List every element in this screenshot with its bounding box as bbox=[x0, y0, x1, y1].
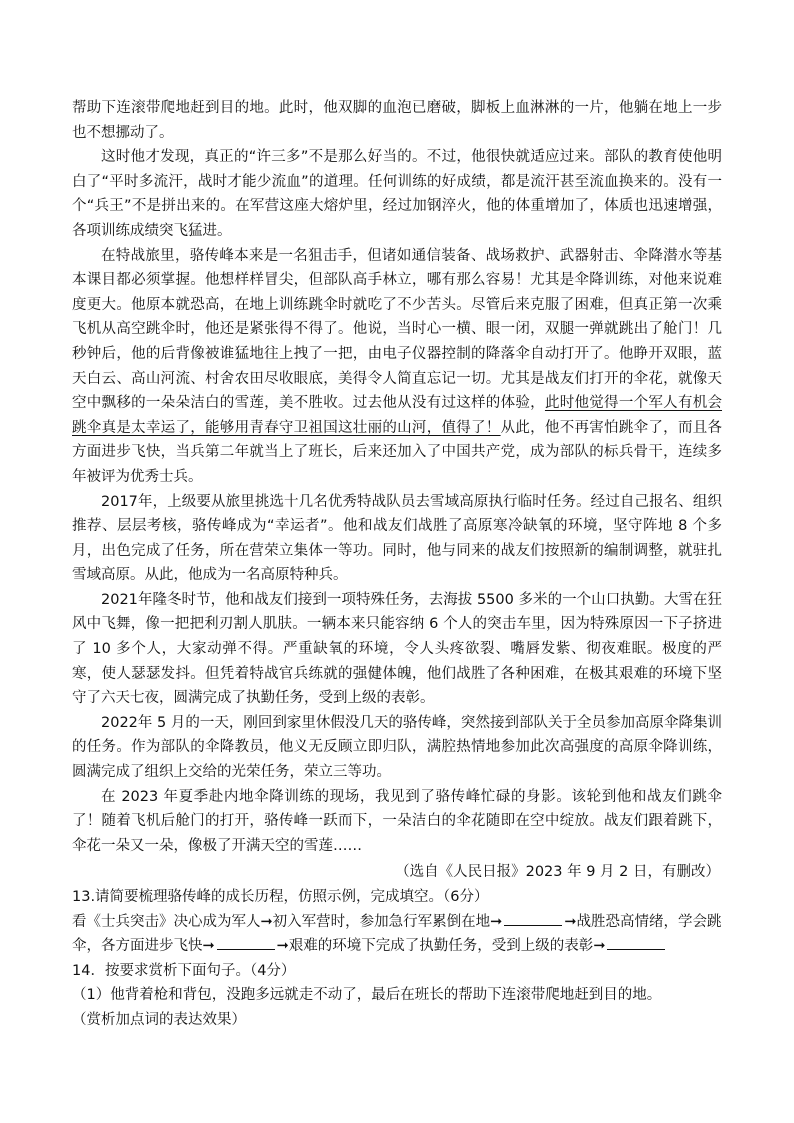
passage-paragraph-5: 2022年 5 月的一天，刚回到家里休假没几天的骆传峰，突然接到部队关于全员参加高原伞降集训的任务。作为部队的伞降教员，他义无反顾立即归队，满腔热情地参加此次高强度的高原伞降训练，圆满完成了组织上交给的光荣任务，荣立三等功。 bbox=[72, 714, 722, 781]
question-14-item-1-note: （赏析加点词的表达效果） bbox=[72, 1011, 246, 1028]
passage-paragraph-0: 帮助下连滚带爬地赶到目的地。此时，他双脚的血泡已磨破，脚板上血淋淋的一片，他躺在地上一步也不想挪动了。 bbox=[72, 100, 722, 141]
passage-paragraph-1: 这时他才发现，真正的“许三多”不是那么好当的。不过，他很快就适应过来。部队的教育使他明白了“平时多流汗，战时才能少流血”的道理。任何训练的好成绩，都是流汗甚至流血换来的。没有一个“兵王”不是拼出来的。在军营这座大熔炉里，经过加钢淬火，他的体重增加了，体质也迅速增强，各项训练成绩突飞猛进。 bbox=[72, 149, 722, 239]
passage-paragraph-6: 在 2023 年夏季赴内地伞降训练的现场，我见到了骆传峰忙碌的身影。该轮到他和战友们跳伞了！随着飞机后舱门的打开，骆传峰一跃而下，一朵洁白的伞花随即在空中绽放。战友们跟着跳下，伞花一朵又一朵，像极了开满天空的雪莲…… bbox=[72, 788, 722, 854]
underlined-sentence: 此时他觉得一个军人有机会跳伞真是太幸运了，能够用青春守卫祖国这壮丽的山河，值得了！ bbox=[72, 395, 723, 436]
arrow-icon: ➞ bbox=[593, 938, 606, 955]
passage-source: （选自《人民日报》2023 年 9 月 2 日，有删改） bbox=[395, 864, 720, 881]
flow-step-2: 初入军营时，参加急行军累倒在地 bbox=[272, 913, 491, 930]
passage-paragraph-3: 2017年，上级要从旅里挑选十几名优秀特战队员去雪域高原执行临时任务。经过自己报名、组织推荐、层层考核，骆传峰成为“幸运者”。他和战友们战胜了高原寒冷缺氧的环境，坚守阵地 8 个多月，出色完成了任务，所在营荣立集体一等功。同时，他与同来的战友们按照新的编制调整，就驻扎雪域高原。从此，他成为一名高原特种兵。 bbox=[72, 493, 722, 584]
arrow-icon: ➞ bbox=[564, 913, 577, 930]
arrow-icon: ➞ bbox=[276, 938, 289, 955]
flow-step-4: 艰难的环境下完成了执勤任务，受到上级的表彰 bbox=[288, 938, 594, 955]
arrow-icon: ➞ bbox=[490, 913, 503, 930]
flow-step-1: 看《士兵突击》决心成为军人 bbox=[72, 913, 261, 930]
answer-blank-2[interactable] bbox=[217, 935, 275, 950]
answer-blank-1[interactable] bbox=[504, 911, 562, 926]
answer-blank-3[interactable] bbox=[607, 935, 665, 950]
question-13-title: 13.请简要梳理骆传峰的成长历程，仿照示例，完成填空。（6分） bbox=[72, 889, 489, 905]
passage-paragraph-2-end: 从此，他不再害怕跳伞了，而且各方面进步飞快，当兵第二年就当上了班长，后来还加入了中国共产党，成为部队的标兵骨干，连续多年被评为优秀士兵。 bbox=[72, 419, 722, 485]
passage-paragraph-2 bbox=[72, 244, 722, 490]
flow-step-3: 战胜恐高情绪，学会跳伞，各方面进步飞快 bbox=[72, 913, 722, 955]
question-14-title: 14．按要求赏析下面句子。（4分） bbox=[72, 962, 296, 979]
question-14-item-1: （1）他背着枪和背包，没跑多远就走不动了，最后在班长的帮助下连滚带爬地赶到目的地。 bbox=[72, 987, 662, 1004]
document-page bbox=[72, 96, 722, 1033]
arrow-icon: ➞ bbox=[260, 913, 273, 930]
passage-paragraph-4: 2021年隆冬时节，他和战友们接到一项特殊任务，去海拔 5500 多米的一个山口执勤。大雪在狂风中飞舞，像一把把利刃割人肌肤。一辆本来只能容纳 6 个人的突击车里，因为特殊原因一下子挤进了 10 多个人，大家动弹不得。严重缺氧的环境，令人头疼欲裂、嘴唇发紫、彻夜难眠。极度的严寒，使人瑟瑟发抖。但凭着特战官兵练就的强健体魄，他们战胜了各种困难，在极其艰难的环境下坚守了六天七夜，圆满完成了执勤任务，受到上级的表彰。 bbox=[72, 591, 722, 707]
arrow-icon: ➞ bbox=[202, 938, 215, 955]
question-13-flow bbox=[72, 910, 722, 959]
passage-paragraph-2-start: 在特战旅里，骆传峰本来是一名狙击手，但诸如通信装备、战场救护、武器射击、伞降潜水等基本课目都必须掌握。他想样样冒尖，但部队高手林立，哪有那么容易！尤其是伞降训练，对他来说难度更大。他原本就恐高，在地上训练跳伞时就吃了不少苦头。尽管后来克服了困难，但真正第一次乘飞机从高空跳伞时，他还是紧张得不得了。他说，当时心一横、眼一闭，双腿一弹就跳出了舱门！几秒钟后，他的后背像被谁猛地往上拽了一把，由电子仪器控制的降落伞自动打开了。他睁开双眼，蓝天白云、高山河流、村舍农田尽收眼底，美得令人简直忘记一切。尤其是战友们打开的伞花，就像天空中飘移的一朵朵洁白的雪莲，美不胜收。过去他从没有过这样的体验， bbox=[72, 247, 722, 412]
